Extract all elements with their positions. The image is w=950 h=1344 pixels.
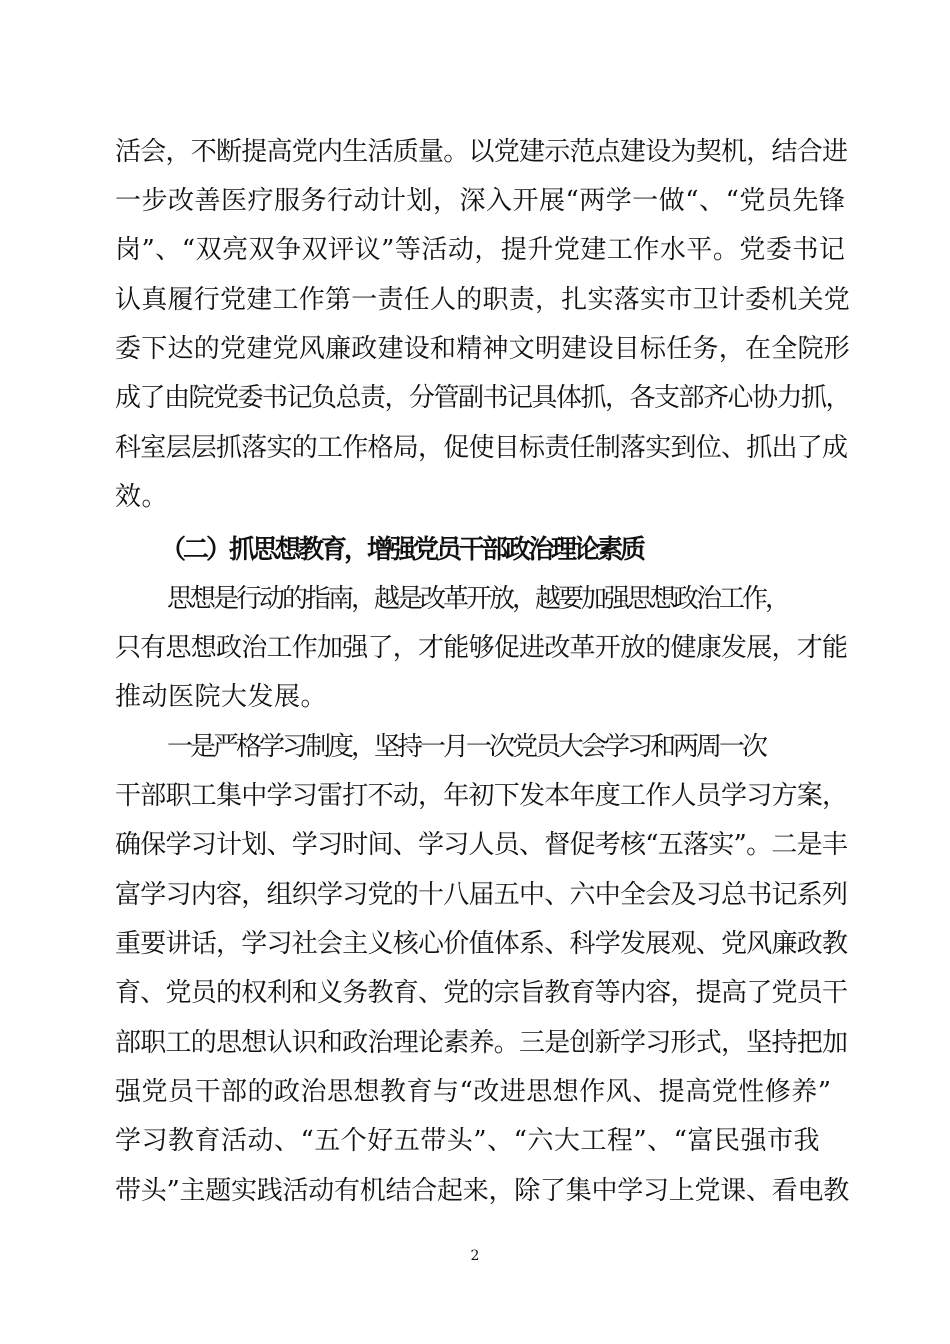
body-text-line: 只有思想政治工作加强了，才能够促进改革开放的健康发展，才能: [115, 633, 848, 663]
body-text-line: 效。: [115, 482, 169, 512]
body-text-line: 富学习内容，组织学习党的十八届五中、六中全会及习总书记系列: [115, 880, 848, 910]
page-number: 2: [470, 1248, 480, 1264]
body-text-line: 活会，不断提高党内生活质量。以党建示范点建设为契机，结合进: [115, 137, 848, 167]
body-text-line: 重要讲话，学习社会主义核心价值体系、科学发展观、党风廉政教: [115, 929, 848, 959]
body-text-line: 部职工的思想认识和政治理论素养。三是创新学习形式，坚持把加: [115, 1028, 848, 1058]
body-text-line: 科室层层抓落实的工作格局，促使目标责任制落实到位、抓出了成: [115, 433, 848, 463]
body-text-line: 推动医院大发展。: [115, 682, 328, 712]
body-text-line: 委下达的党建党风廉政建设和精神文明建设目标任务，在全院形: [115, 334, 851, 364]
body-text-line: 干部职工集中学习雷打不动，年初下发本年度工作人员学习方案，: [115, 781, 848, 811]
body-text-line: 一是严格学习制度，坚持一月一次党员大会学习和两周一次: [167, 732, 766, 762]
body-text-line: 带头”主题实践活动有机结合起来，除了集中学习上党课、看电教: [115, 1176, 850, 1206]
body-text-line: 成了由院党委书记负总责，分管副书记具体抓，各支部齐心协力抓，: [115, 383, 851, 413]
body-text-line: 确保学习计划、学习时间、学习人员、督促考核“五落实”。二是丰: [115, 830, 848, 860]
body-text-line: 强党员干部的政治思想教育与“改进思想作风、提高党性修养”: [115, 1077, 832, 1107]
body-text-line: 思想是行动的指南，越是改革开放，越要加强思想政治工作，: [167, 584, 789, 614]
body-text-line: 育、党员的权利和义务教育、党的宗旨教育等内容，提高了党员干: [115, 978, 848, 1008]
body-text-line: 一步改善医疗服务行动计划，深入开展“两学一做“、“党员先锋: [115, 186, 846, 216]
section-heading: （二）抓思想教育，增强党员干部政治理论素质: [160, 535, 644, 565]
body-text-line: 认真履行党建工作第一责任人的职责，扎实落实市卫计委机关党: [115, 285, 851, 315]
body-text-line: 学习教育活动、“五个好五带头”、“六大工程”、“富民强市我: [115, 1126, 820, 1156]
body-text-line: 岗”、“双亮双争双评议”等活动，提升党建工作水平。党委书记: [115, 235, 846, 265]
